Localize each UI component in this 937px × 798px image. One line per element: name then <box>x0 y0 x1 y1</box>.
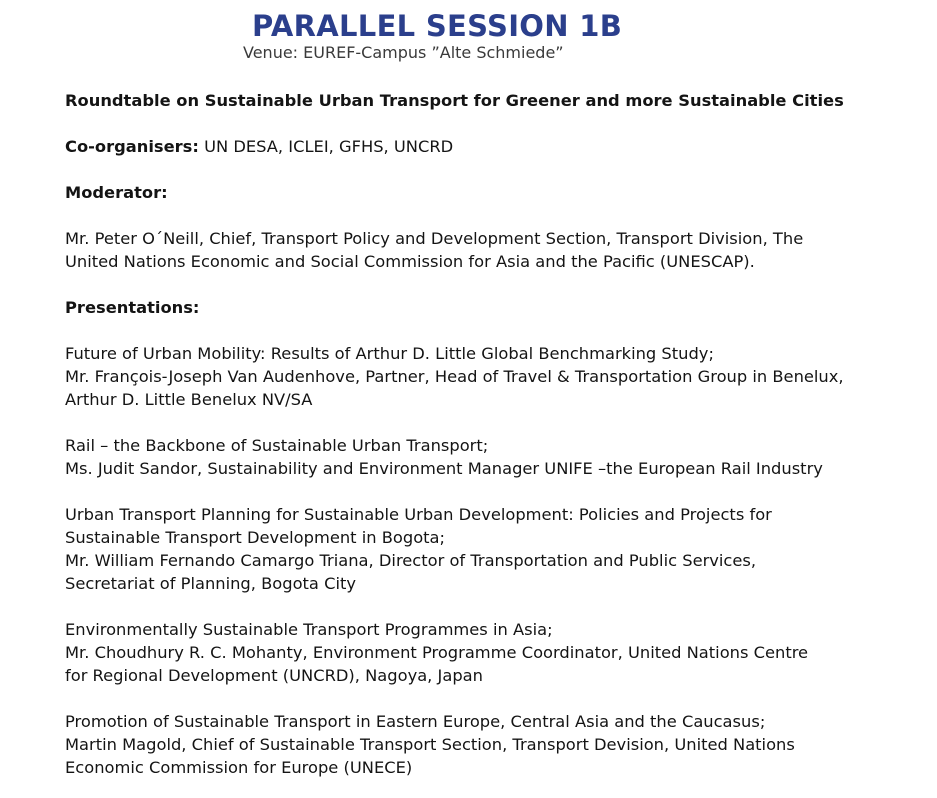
presentation-speaker: Mr. François-Joseph Van Audenhove, Partner, Head of Travel & Transportation Group in Benelux, <box>65 367 844 386</box>
spacer <box>65 411 925 434</box>
coorganisers-label: Co-organisers: <box>65 137 199 156</box>
presentation-title: Future of Urban Mobility: Results of Arthur D. Little Global Benchmarking Study; <box>65 344 714 363</box>
presentation-speaker: Mr. Choudhury R. C. Mohanty, Environment Programme Coordinator, United Nations Centre <box>65 643 809 662</box>
presentation-item <box>65 342 925 411</box>
spacer <box>65 112 925 135</box>
presentation-title: Environmentally Sustainable Transport Programmes in Asia; <box>65 620 553 639</box>
moderator-line: Mr. Peter O´Neill, Chief, Transport Policy and Development Section, Transport Division, The <box>65 229 804 248</box>
moderator-line: United Nations Economic and Social Commission for Asia and the Pacific (UNESCAP). <box>65 252 755 271</box>
document-body <box>65 89 925 779</box>
presentation-item <box>65 618 925 687</box>
presentation-item <box>65 434 925 480</box>
spacer <box>65 158 925 181</box>
presentation-title: Sustainable Transport Development in Bogota; <box>65 528 446 547</box>
session-title: PARALLEL SESSION 1B <box>252 9 623 43</box>
roundtable-title: Roundtable on Sustainable Urban Transport for Greener and more Sustainable Cities <box>65 91 844 110</box>
moderator-block <box>65 227 925 273</box>
spacer <box>65 319 925 342</box>
presentation-speaker: Ms. Judit Sandor, Sustainability and Environment Manager UNIFE –the European Rail Industry <box>65 459 823 478</box>
presentations-label: Presentations: <box>65 298 200 317</box>
presentation-speaker: Martin Magold, Chief of Sustainable Transport Section, Transport Devision, United Nations <box>65 735 795 754</box>
presentation-title: Promotion of Sustainable Transport in Eastern Europe, Central Asia and the Caucasus; <box>65 712 766 731</box>
presentation-title: Urban Transport Planning for Sustainable Urban Development: Policies and Projects for <box>65 505 772 524</box>
spacer <box>65 480 925 503</box>
coorganisers-line <box>65 135 925 158</box>
presentation-item <box>65 503 925 595</box>
presentation-title: Rail – the Backbone of Sustainable Urban Transport; <box>65 436 489 455</box>
spacer <box>65 595 925 618</box>
presentation-speaker: for Regional Development (UNCRD), Nagoya, Japan <box>65 666 483 685</box>
venue-line: Venue: EUREF-Campus ”Alte Schmiede” <box>243 43 564 62</box>
presentation-speaker: Secretariat of Planning, Bogota City <box>65 574 356 593</box>
spacer <box>65 687 925 710</box>
presentation-speaker: Arthur D. Little Benelux NV/SA <box>65 390 313 409</box>
spacer <box>65 273 925 296</box>
spacer <box>65 204 925 227</box>
moderator-label: Moderator: <box>65 183 168 202</box>
presentation-speaker: Economic Commission for Europe (UNECE) <box>65 758 413 777</box>
coorganisers-value: UN DESA, ICLEI, GFHS, UNCRD <box>198 137 454 156</box>
presentation-speaker: Mr. William Fernando Camargo Triana, Director of Transportation and Public Services, <box>65 551 757 570</box>
presentation-item <box>65 710 925 779</box>
